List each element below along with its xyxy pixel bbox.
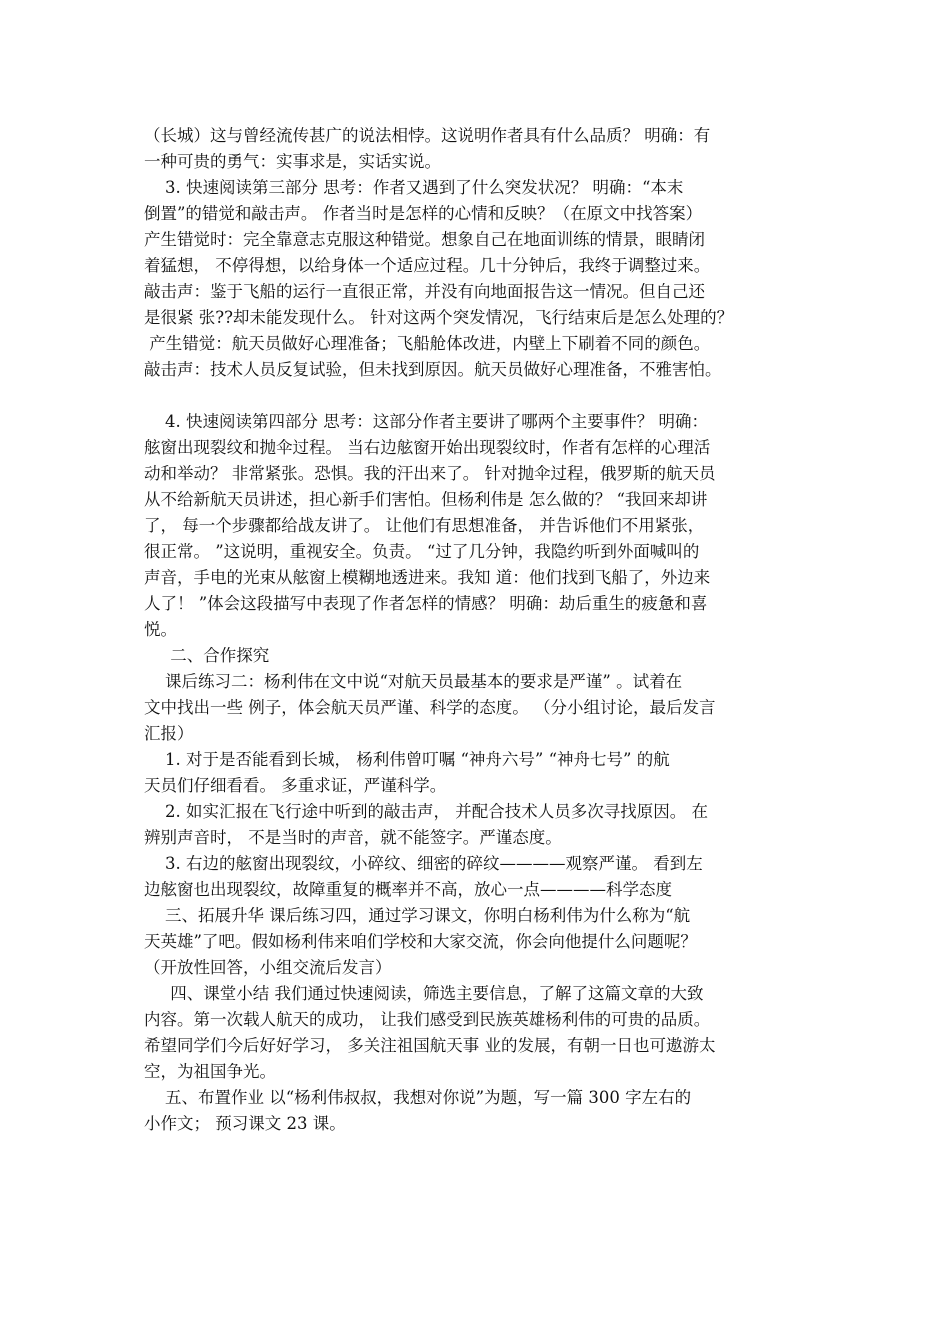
text-line: 边舷窗也出现裂纹，故障重复的概率并不高，放心一点————科学态度 bbox=[144, 880, 672, 899]
text-line: 四、课堂小结 我们通过快速阅读，筛选主要信息，了解了这篇文章的大致 bbox=[144, 984, 704, 1003]
text-line: 2. 如实汇报在飞行途中听到的敲击声， 并配合技术人员多次寻找原因。 在 bbox=[144, 802, 708, 821]
blank-line bbox=[144, 383, 824, 409]
text-line: 空，为祖国争光。 bbox=[144, 1062, 276, 1081]
text-line: （长城）这与曾经流传甚广的说法相悖。这说明作者具有什么品质？ 明确：有 bbox=[144, 126, 711, 145]
text-line: 希望同学们今后好好学习， 多关注祖国航天事 业的发展，有朝一日也可遨游太 bbox=[144, 1036, 716, 1055]
text-line: 动和举动？ 非常紧张。恐惧。我的汗出来了。 针对抛伞过程，俄罗斯的航天员 bbox=[144, 464, 716, 483]
text-line: 3. 快速阅读第三部分 思考：作者又遇到了什么突发状况？ 明确：“本末 bbox=[144, 178, 684, 197]
text-line: 很正常。 ”这说明，重视安全。负责。 “过了几分钟，我隐约听到外面喊叫的 bbox=[144, 542, 700, 561]
text-line: 1. 对于是否能看到长城， 杨利伟曾叮嘱 “神舟六号” “神舟七号” 的航 bbox=[144, 750, 670, 769]
text-line: 敲击声：鉴于飞船的运行一直很正常，并没有向地面报告这一情况。但自己还 bbox=[144, 282, 705, 301]
text-line: 倒置”的错觉和敲击声。 作者当时是怎样的心情和反映？（在原文中找答案） bbox=[144, 204, 703, 223]
text-line: 内容。第一次载人航天的成功， 让我们感受到民族英雄杨利伟的可贵的品质。 bbox=[144, 1010, 711, 1029]
text-line: 3. 右边的舷窗出现裂纹，小碎纹、细密的碎纹————观察严谨。 看到左 bbox=[144, 854, 703, 873]
text-line: （开放性回答，小组交流后发言） bbox=[144, 958, 392, 977]
text-line: 悦。 bbox=[144, 620, 177, 639]
text-line: 人了！ ”体会这段描写中表现了作者怎样的情感？ 明确：劫后重生的疲惫和喜 bbox=[144, 594, 708, 613]
text-line: 敲击声：技术人员反复试验，但未找到原因。航天员做好心理准备，不雅害怕。 bbox=[144, 360, 722, 379]
text-line: 文中找出一些 例子，体会航天员严谨、科学的态度。 （分小组讨论，最后发言 bbox=[144, 698, 716, 717]
text-line: 三、拓展升华 课后练习四，通过学习课文，你明白杨利伟为什么称为“航 bbox=[144, 906, 691, 925]
text-line: 产生错觉时：完全靠意志克服这种错觉。想象自己在地面训练的情景，眼睛闭 bbox=[144, 230, 705, 249]
text-line: 是很紧 张??却未能发现什么。 针对这两个突发情况，飞行结束后是怎么处理的？ bbox=[144, 308, 734, 327]
text-line: 4. 快速阅读第四部分 思考：这部分作者主要讲了哪两个主要事件？ 明确： bbox=[144, 412, 708, 431]
text-line: 小作文； 预习课文 23 课。 bbox=[144, 1114, 346, 1133]
text-line: 了， 每一个步骤都给战友讲了。 让他们有思想准备， 并告诉他们不用紧张， bbox=[144, 516, 705, 535]
document-body bbox=[144, 123, 824, 1137]
text-line: 着猛想， 不停得想，以给身体一个适应过程。几十分钟后，我终于调整过来。 bbox=[144, 256, 711, 275]
text-line: 舷窗出现裂纹和抛伞过程。 当右边舷窗开始出现裂纹时，作者有怎样的心理活 bbox=[144, 438, 711, 457]
text-line: 从不给新航天员讲述，担心新手们害怕。但杨利伟是 怎么做的？ “我回来却讲 bbox=[144, 490, 708, 509]
text-line: 汇报） bbox=[144, 724, 194, 743]
text-line: 产生错觉：航天员做好心理准备；飞船舱体改进，内壁上下刷着不同的颜色。 bbox=[144, 334, 711, 353]
text-line: 天员们仔细看看。 多重求证，严谨科学。 bbox=[144, 776, 447, 795]
text-line: 天英雄”了吧。假如杨利伟来咱们学校和大家交流，你会向他提什么问题呢？ bbox=[144, 932, 697, 951]
text-line: 五、布置作业 以“杨利伟叔叔，我想对你说”为题，写一篇 300 字左右的 bbox=[144, 1088, 692, 1107]
section-heading: 二、合作探究 bbox=[144, 646, 270, 665]
text-line: 声音，手电的光束从舷窗上模糊地透进来。我知 道：他们找到飞船了，外边来 bbox=[144, 568, 711, 587]
text-line: 一种可贵的勇气：实事求是，实话实说。 bbox=[144, 152, 441, 171]
text-line: 课后练习二：杨利伟在文中说“对航天员最基本的要求是严谨” 。试着在 bbox=[144, 672, 683, 691]
text-line: 辨别声音时， 不是当时的声音，就不能签字。严谨态度。 bbox=[144, 828, 562, 847]
